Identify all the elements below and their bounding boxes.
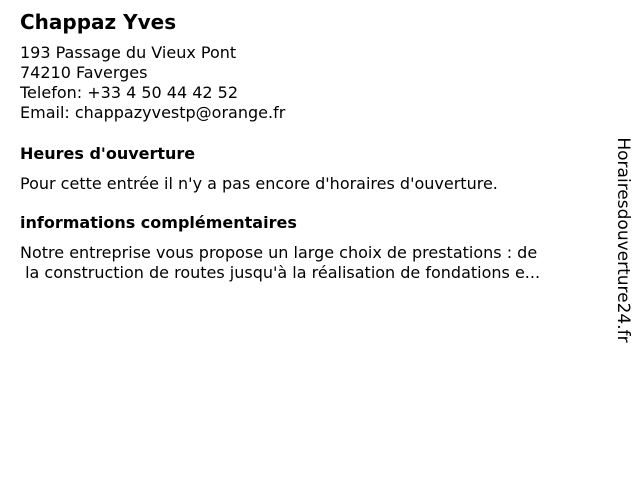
address-city: 74210 Faverges (20, 63, 148, 82)
site-watermark: Horairesdouverture24.fr (613, 137, 633, 343)
business-name: Chappaz Yves (20, 10, 177, 34)
phone-number: Telefon: +33 4 50 44 42 52 (20, 83, 239, 102)
info-line-1: Notre entreprise vous propose un large choix de prestations : de (20, 243, 538, 262)
info-heading: informations complémentaires (20, 213, 297, 232)
info-line-2: la construction de routes jusqu'à la réalisation de fondations e... (20, 263, 541, 282)
address-street: 193 Passage du Vieux Pont (20, 43, 237, 62)
contact-block (20, 43, 600, 123)
email-address: Email: chappazyvestp@orange.fr (20, 103, 286, 122)
info-description (20, 243, 600, 283)
business-card (20, 10, 600, 283)
hours-heading: Heures d'ouverture (20, 144, 196, 163)
hours-text: Pour cette entrée il n'y a pas encore d'horaires d'ouverture. (20, 174, 498, 193)
